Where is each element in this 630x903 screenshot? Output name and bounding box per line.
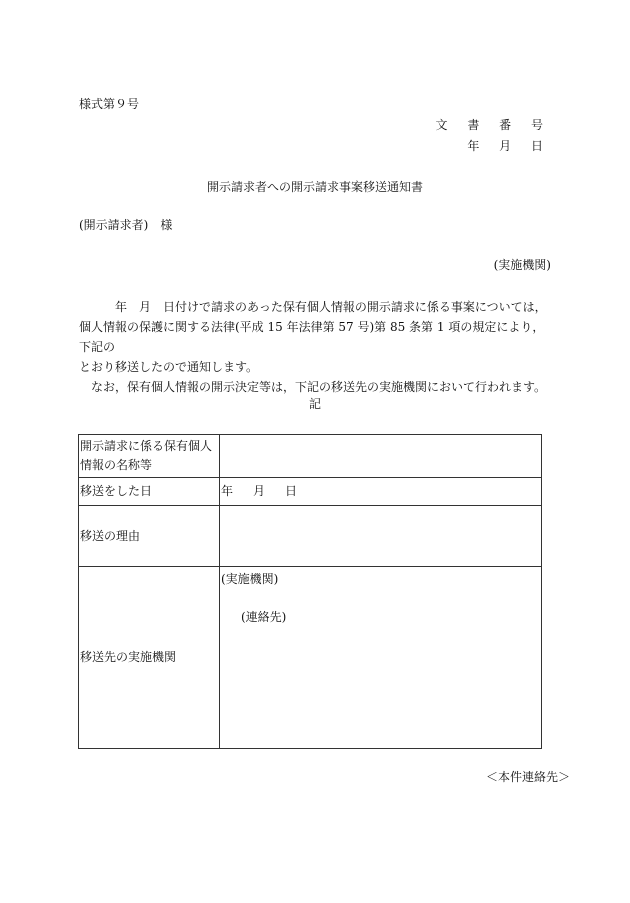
table-row: [79, 567, 542, 749]
transfer-date-label: 移送をした日: [79, 478, 220, 506]
info-name-label: 開示請求に係る保有個人情報の名称等: [79, 435, 220, 478]
table-row: [79, 435, 542, 478]
body-paragraph-2: なお，保有個人情報の開示決定等は，下記の移送先の実施機関において行われます。: [79, 380, 547, 394]
body-line-3: とおり移送したので通知します。: [79, 360, 259, 374]
table-row: [79, 478, 542, 506]
recipient-line: (開示請求者) 様: [79, 218, 173, 232]
destination-agency-value: [220, 567, 542, 749]
agency-label: (実施機関): [221, 572, 279, 586]
transfer-reason-value: [220, 506, 542, 567]
date-day: 日: [285, 484, 298, 498]
contact-footer: ＜本件連絡先＞: [485, 770, 570, 784]
document-number-label: 文 書 番 号: [435, 118, 551, 132]
document-date-label: 年 月 日: [467, 139, 551, 153]
info-name-value: [220, 435, 542, 478]
contact-label: (連絡先): [241, 610, 287, 624]
body-line-2: 個人情報の保護に関する法律(平成 15 年法律第 57 号)第 85 条第 1 項の規定により，下記の: [79, 320, 545, 354]
transfer-reason-label: 移送の理由: [79, 506, 220, 567]
date-year: 年: [221, 484, 234, 498]
sender-agency: (実施機関): [493, 258, 551, 272]
date-month: 月: [253, 484, 266, 498]
transfer-date-value: [220, 478, 542, 506]
body-line-1: 年 月 日付けで請求のあった保有個人情報の開示請求に係る事案については，: [79, 300, 547, 314]
table-row: [79, 506, 542, 567]
notice-table: [78, 434, 542, 749]
destination-agency-label: 移送先の実施機関: [79, 567, 220, 749]
ki-heading: 記: [308, 397, 321, 411]
form-number: 様式第９号: [79, 97, 140, 111]
notice-body: [79, 297, 554, 397]
document-title: 開示請求者への開示請求事案移送通知書: [206, 180, 423, 194]
